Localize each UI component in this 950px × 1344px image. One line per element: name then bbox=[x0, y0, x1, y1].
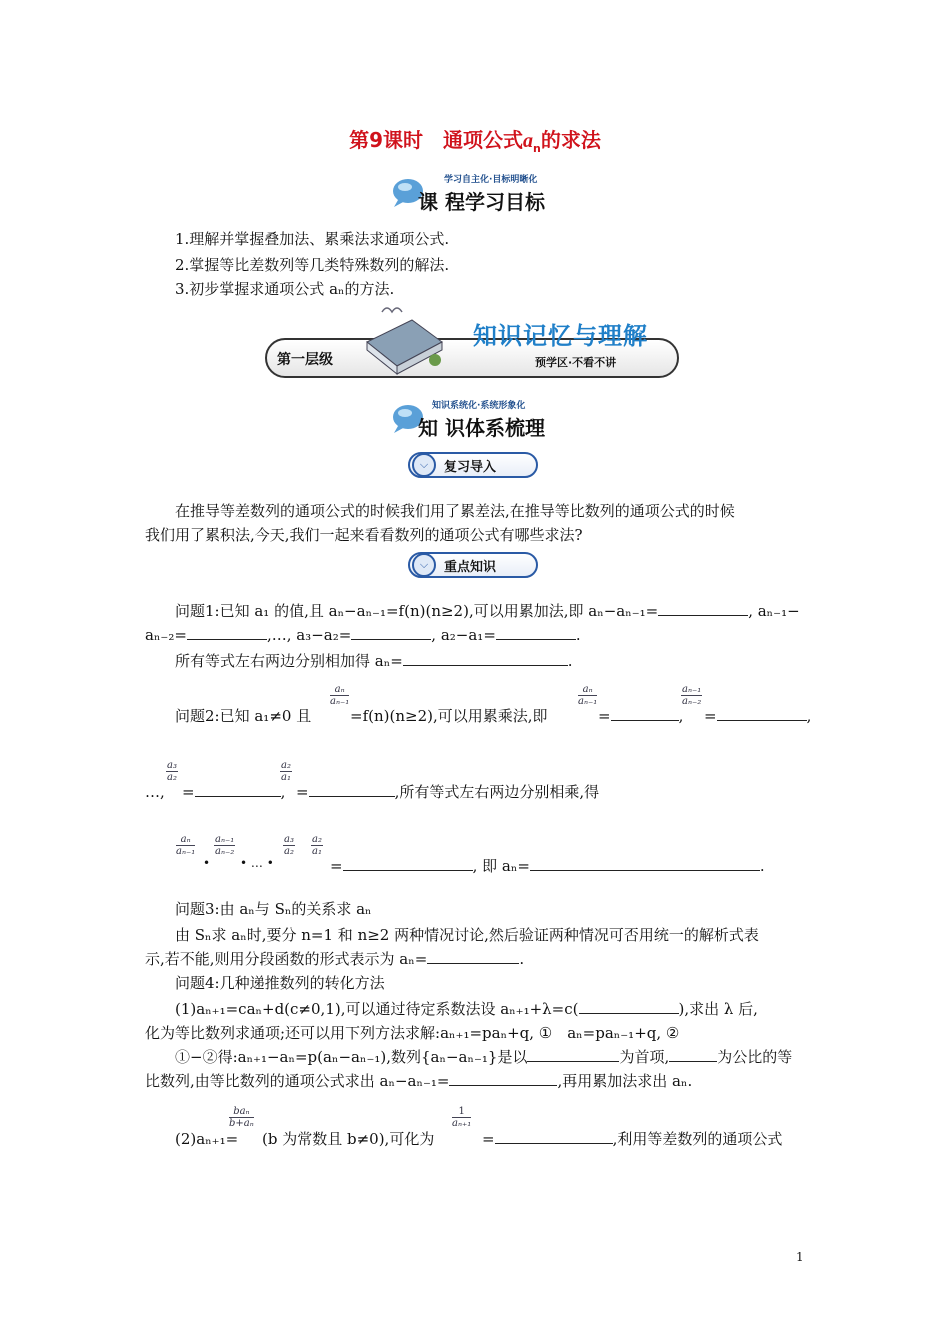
q3-title: 问题3:由 aₙ与 Sₙ的关系求 aₙ bbox=[175, 900, 372, 918]
q4-p1-line2: 化为等比数列求通项;还可以用下列方法求解:aₙ₊₁=paₙ+q, ① aₙ=paₙ₋₁+q, ② bbox=[145, 1024, 680, 1042]
fraction: $\frac{\text{a₃}}{\text{a₂}}$ bbox=[167, 760, 177, 783]
review-pill-label: 复习导入 bbox=[444, 460, 497, 475]
q1-line1: 问题1:已知 a₁ 的值,且 aₙ−aₙ₋₁=f(n)(n≥2),可以用累加法,即 aₙ−aₙ₋₁= , aₙ₋₁− bbox=[175, 602, 800, 620]
fraction: $\frac{\text{aₙ}}{\text{aₙ₋₁}}$ bbox=[176, 834, 196, 857]
q2-line2: …, bbox=[145, 783, 165, 801]
q4-p1-line3: ①−②得:aₙ₊₁−aₙ=p(aₙ−aₙ₋₁),数列{aₙ−aₙ₋₁}是以 为首项, 为公比的等 bbox=[175, 1048, 793, 1066]
fraction: $\frac{\text{aₙ}}{\text{aₙ₋₁}}$ bbox=[578, 684, 598, 707]
key-knowledge-pill-label: 重点知识 bbox=[444, 560, 497, 575]
answer-blank[interactable] bbox=[669, 1047, 717, 1062]
q1-line2: aₙ₋₂= ,…, a₃−a₂= , a₂−a₁= . bbox=[145, 626, 581, 644]
q3-line1: 由 Sₙ求 aₙ时,要分 n=1 和 n≥2 两种情况讨论,然后验证两种情况可否用统一的解析式表 bbox=[175, 926, 759, 944]
layer-subtitle: 预学区·不看不讲 bbox=[535, 356, 617, 369]
answer-blank[interactable] bbox=[611, 706, 679, 721]
course-goals-banner bbox=[392, 170, 562, 214]
fraction: $\frac{\text{a₂}}{\text{a₁}}$ bbox=[312, 834, 322, 857]
answer-blank[interactable] bbox=[309, 782, 395, 797]
q2-line1b: =f(n)(n≥2),可以用累乘法,即 bbox=[350, 707, 548, 725]
q4-title: 问题4:几种递推数列的转化方法 bbox=[175, 974, 385, 992]
chevron-down-icon: ⌵ bbox=[412, 553, 436, 577]
layer-banner bbox=[265, 300, 685, 382]
goal-item: 2.掌握等比差数列等几类特殊数列的解法. bbox=[175, 256, 450, 274]
intro-line: 在推导等差数列的通项公式的时候我们用了累差法,在推导等比数列的通项公式的时候 bbox=[175, 502, 735, 520]
fraction: $\frac{\text{aₙ₋₁}}{\text{aₙ₋₂}}$ bbox=[215, 834, 235, 857]
chevron-down-icon: ⌵ bbox=[412, 453, 436, 477]
answer-blank[interactable] bbox=[495, 1129, 613, 1144]
fraction: $\frac{\text{a₂}}{\text{a₁}}$ bbox=[281, 760, 291, 783]
answer-blank[interactable] bbox=[579, 999, 679, 1014]
q2-line1d: = , bbox=[704, 707, 812, 725]
layer-title: 知识记忆与理解 bbox=[473, 322, 648, 350]
intro-line: 我们用了累积法,今天,我们一起来看看数列的通项公式有哪些求法? bbox=[145, 526, 583, 544]
fraction: baₙ b+aₙ bbox=[229, 1106, 254, 1129]
answer-blank[interactable] bbox=[530, 856, 760, 871]
answer-blank[interactable] bbox=[496, 625, 576, 640]
page-number: 1 bbox=[796, 1250, 804, 1264]
q4-p2-mid: (b 为常数且 b≠0),可化为 bbox=[262, 1130, 435, 1148]
layer-level: 第一层级 bbox=[277, 352, 333, 368]
answer-blank[interactable] bbox=[527, 1047, 619, 1062]
q1-line3: 所有等式左右两边分别相加得 aₙ= . bbox=[175, 652, 573, 670]
answer-blank[interactable] bbox=[717, 706, 807, 721]
answer-blank[interactable] bbox=[351, 625, 431, 640]
q4-p2-end: = ,利用等差数列的通项公式 bbox=[482, 1130, 783, 1148]
fraction: $\frac{1}{\text{aₙ₊₁}}$ bbox=[452, 1106, 472, 1129]
q2-line3: = , 即 aₙ= . bbox=[330, 857, 765, 875]
goal-item: 1.理解并掌握叠加法、累乘法求通项公式. bbox=[175, 230, 450, 248]
answer-blank[interactable] bbox=[195, 782, 281, 797]
q3-line2: 示,若不能,则用分段函数的形式表示为 aₙ= . bbox=[145, 950, 525, 968]
page-title: 第9课时 通项公式$a_n$的求法 bbox=[349, 128, 601, 155]
q2-line1: 问题2:已知 a₁≠0 且 bbox=[175, 707, 312, 725]
q4-p2-start: (2)aₙ₊₁= bbox=[175, 1130, 239, 1148]
q2-line2c: = ,所有等式左右两边分别相乘,得 bbox=[296, 783, 600, 801]
fraction: $\frac{\text{a₃}}{\text{a₂}}$ bbox=[284, 834, 294, 857]
fraction: $\frac{\text{aₙ}}{\text{aₙ₋₁}}$ bbox=[330, 684, 350, 707]
q4-p1-line4: 比数列,由等比数列的通项公式求出 aₙ−aₙ₋₁= ,再用累加法求出 aₙ. bbox=[145, 1072, 693, 1090]
q2-line2b: = , bbox=[182, 783, 286, 801]
multiply-dot: • bbox=[203, 856, 211, 870]
book-icon bbox=[357, 302, 447, 378]
banner-subtitle: 知识系统化·系统形象化 bbox=[432, 401, 526, 411]
answer-blank[interactable] bbox=[658, 601, 748, 616]
fraction: $\frac{\text{aₙ₋₁}}{\text{aₙ₋₂}}$ bbox=[682, 684, 702, 707]
q4-p1-line1: (1)aₙ₊₁=caₙ+d(c≠0,1),可以通过待定系数法设 aₙ₊₁+λ=c( ),求出 λ 后, bbox=[175, 1000, 758, 1018]
banner-title: 知 识体系梳理 bbox=[418, 416, 545, 440]
goal-item: 3.初步掌握求通项公式 aₙ的方法. bbox=[175, 280, 395, 298]
answer-blank[interactable] bbox=[187, 625, 267, 640]
answer-blank[interactable] bbox=[403, 651, 568, 666]
answer-blank[interactable] bbox=[343, 856, 473, 871]
banner-title: 课 程学习目标 bbox=[418, 190, 545, 214]
multiply-dots: • … • bbox=[240, 856, 274, 870]
answer-blank[interactable] bbox=[427, 949, 519, 964]
q2-line1c: = , bbox=[598, 707, 684, 725]
banner-subtitle: 学习自主化·目标明晰化 bbox=[444, 175, 538, 185]
answer-blank[interactable] bbox=[449, 1071, 557, 1086]
knowledge-system-banner bbox=[392, 396, 562, 440]
